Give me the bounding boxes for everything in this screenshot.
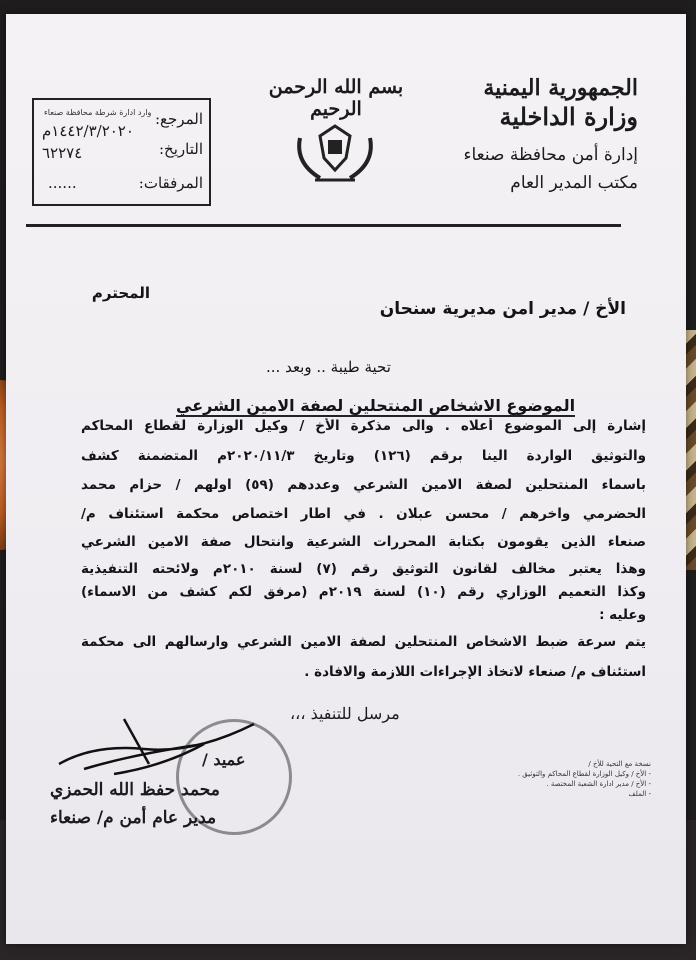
action-line: استئناف م/ صنعاء لاتخاذ الإجراءات اللازمة والافادة . [304, 664, 646, 680]
office-name: مكتب المدير العام [510, 173, 638, 193]
cc-line: - الأخ / مدير ادارة الشعبة المختصة . [546, 780, 651, 788]
country-name: الجمهورية اليمنية [483, 75, 638, 101]
cc-line: نسخة مع التحية للأخ / [588, 760, 651, 768]
cc-line: - الأخ / وكيل الوزارة لقطاع المحاكم والتوثيق . [517, 770, 651, 778]
body-line: إشارة إلى الموضوع أعلاه . والى مذكرة الأخ / وكيل الوزارة لقطاع المحاكم [81, 418, 646, 434]
body-line: والتوثيق الواردة الينا برقم (١٢٦) وتاريخ ٢٠٢٠/١١/٣م المتضمنة كشف [81, 448, 646, 464]
copies-list [486, 759, 651, 799]
subject-line: الموضوع الاشخاص المنتحلين لصفة الامين الشرعي [176, 396, 576, 415]
action-line: يتم سرعة ضبط الاشخاص المنتحلين لصفة الامين الشرعي وارسالهم الى محكمة [81, 634, 646, 650]
ministry-name: وزارة الداخلية [499, 102, 638, 131]
letter-page [6, 14, 686, 944]
letterhead-right [408, 74, 638, 196]
admin-name: إدارة أمن محافظة صنعاء [463, 145, 638, 165]
basmala: بسم الله الرحمن الرحيم [268, 76, 404, 120]
sendoff: مرسل للتنفيذ ،،، [290, 704, 400, 723]
attach-label: المرفقات: [138, 174, 203, 192]
handwritten-signature-icon [54, 714, 274, 784]
attach-value: ...... [48, 174, 77, 192]
header-divider [26, 224, 621, 227]
date-label: التاريخ: [159, 140, 203, 158]
therefore-line: وعليه : [599, 607, 646, 623]
ref-label: المرجع: [155, 110, 203, 128]
salutation: المحترم [91, 284, 150, 302]
body-line: وكذا التعميم الوزاري رقم (١٠) لسنة ٢٠١٩م (مرفق لكم كشف من الاسماء) [81, 584, 646, 600]
greeting: تحية طيبة .. وبعد ... [266, 358, 391, 376]
date-value: ١٤٤٢/٣/٢٠٢٠م [42, 122, 134, 140]
ref-value: ٦٢٢٧٤ [42, 144, 83, 162]
signatory-title: مدير عام أمن م/ صنعاء [50, 808, 217, 828]
body-line: صنعاء الذين يقومون بكتابة المحررات الشرعية وانتحال صفة الامين الشرعي [81, 534, 646, 550]
body-line: باسماء المنتحلين لصفة الامين الشرعي وعددهم (٥٩) اولهم / حزام محمد [81, 477, 646, 493]
body-line: وهذا يعتبر مخالف لقانون التوثيق رقم (٧) لسنة ٢٠١٠م ولائحته التنفيذية [81, 561, 646, 577]
signatory-rank: عميد / [202, 750, 246, 769]
addressee: الأخ / مدير امن مديرية سنحان [379, 299, 626, 319]
body-line: الحضرمي واخرهم / محسن عبلان . في اطار اختصاص محكمة استئناف م/ [81, 506, 646, 522]
eagle-emblem-icon [290, 118, 380, 188]
incoming-stamp-text: وارد ادارة شرطة محافظة صنعاء [44, 108, 152, 117]
signatory-name: محمد حفظ الله الحمزي [50, 780, 220, 800]
cc-line: - الملف [628, 790, 651, 798]
